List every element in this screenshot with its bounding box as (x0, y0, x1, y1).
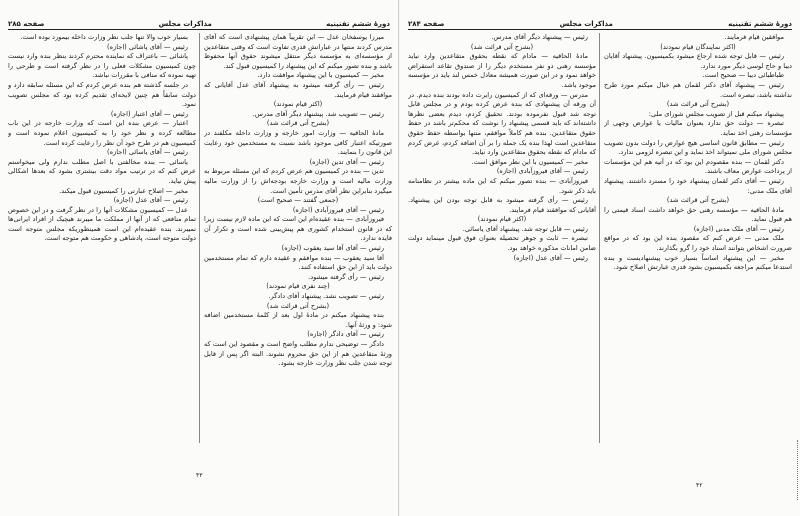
scan-edge (794, 440, 798, 500)
page-number: صفحه ۲۸۵ (8, 20, 45, 28)
paragraph: (بشرح آتی قرائت شد) (666, 100, 730, 109)
paragraph: مادهٔ الحاقیه — مؤسسه رهنی حق خواهد داشت اسناد قیمتی را هم قبول نماید. (604, 205, 792, 224)
left-page (0, 0, 399, 516)
paragraph: (اکثر قیام نمودند) (477, 215, 527, 224)
paragraph: دادگر — توضیحی ندارم مطلب واضح است و مقصود این است که ورثهٔ متقاعدین هم از این حق محروم نشوند. البته اگر پس از قابل توجه شدن جلب نظر وزارت خارجه بشود. (204, 340, 392, 368)
column-divider (199, 33, 200, 443)
text-column-left (408, 33, 596, 445)
paragraph: طباطبائی دیبا — صحیح است. (702, 71, 784, 80)
paragraph: (بشرح آتی قرائت شد) (266, 301, 330, 310)
paragraph: عدل — کمیسیون مشکلات آنها را در نظر گرفت و در این خصوص تمام منافعی که از آنها از مملکت ما میبرند هیچیک از افراد ایرانی‌ها نمیبرند. بنده عقیده‌ام این است همینطوریکه مجلس متوجه است دولت متوجه است، پادشاهی و حکومت هم متوجه است. (8, 205, 196, 243)
paragraph: رئیس — رأی گرفته میشود به پیشنهاد آقای عدل آقایانی که موافقند قیام فرمایند. (204, 80, 392, 99)
paragraph: مخبر — کمیسیون با این پیشنهاد موافقت دارد. (257, 71, 384, 80)
paragraph: رئیس — آقای اعتبار (اجازه) (110, 109, 188, 118)
paragraph: میرزا یوسفخان عدل — این تقریباً همان پیشنهادی است که آقای مدرس کردند منتها در عباراتش قدری تفاوت است که وقتی متقاعدین از مؤسسه‌ای به مؤسسه دیگر منتقل میشوند حقوق آنها محفوظ باشد و بنده تصور میکنم که این پیشنهاد را کمیسیون قبول کند. (204, 33, 392, 70)
paragraph: بسیار خوب والا تنها جلب نظر وزارت داخله بیمورد بوده است. (20, 33, 188, 41)
paragraph: رئیس — آقای یاسائی (اجازه) (107, 148, 188, 157)
page-header (8, 18, 390, 30)
paragraph: (اکثر قیام نمودند) (273, 100, 323, 109)
paragraph: رئیس — آقای فیروزآبادی (اجازه) (292, 205, 384, 214)
paragraph: مخبر — این پیشنهاد اساساً بسیار خوب پیشنهادیست و بنده استدعا میکنم مراجعه بکمیسیون بشود قدری عبارتش اصلاح شود. (604, 253, 792, 272)
paragraph: پیشنهاد میکنم قبل از تصویب مجلس شورای ملی: (648, 109, 784, 118)
footer-number: ۴۲ (696, 482, 703, 489)
paragraph: رئیس — آقای فیروزآبادی (اجازه) (496, 167, 588, 176)
paragraph: رئیس — آقای دادگر (اجازه) (307, 330, 384, 339)
paragraph: ملک مدنی — عرض کنم که مقصود بنده این بود که در مواقع ضرورت اشخاص بتوانند اسناد خود را گرو بگذارند. (604, 234, 792, 253)
paragraph: بنده پیشنهاد میکنم در مادهٔ اول بعد از کلمهٔ مستخدمین اضافه شود: و ورثهٔ آنها. (204, 311, 392, 329)
paragraph: رئیس — قابل توجه شده ارجاع میشود بکمیسیون. پیشنهاد آقایان دیبا و حاج لوسی دیگر مورد ندارد. (604, 52, 792, 70)
paragraph: (جمعی گفتند — صحیح است) (257, 196, 339, 205)
paragraph: فیروزآبادی — بنده عقیده‌ام این است که این ماده لازم نیست زیرا که در قانون استخدام کشوری هم پیش‌بینی شده است و تکرار آن فایده ندارد. (204, 215, 392, 243)
paragraph: رئیس — آقای آقا سید یعقوب (اجازه) (281, 244, 384, 253)
paragraph: مدرس — ورقه‌ای که از کمیسیون رایرت داده بودند بنده دیدم. در آن ورقه آن پیشنهادی که بنده عرض کرده بودم و در مجلس قابل توجه شد قبول نفرموده بودند. تحقیق کردم، دیدم بعضی نظرها داشته‌اند که باید قسمی پیشنهاد را نوشت که محکم‌تر باشد در حفظ حقوق متقاعدین. بنده هم کاملاً موافقم، منتها بواسطه حفظ حقوق متقاعدین است لهذا بنده یک جمله را بر آن اضافه کردم، عرض کردم که مادام که نقطه بحقوق متقاعدین وارد نیاید. (408, 90, 596, 157)
paragraph: رئیس — تصویب شد. پیشنهاد دیگر آقای مدرس. (252, 109, 384, 118)
paragraph: مادهٔ الحاقیه — مادام که نقطه بحقوق متقاعدین وارد نیاید مؤسسه رهنی دو نفر مستخدم دیگر را از صندوق تقاعد استقراض خواهد نمود و در این صورت همیشه معادل خمس لند باید در مؤسسه موجود باشد. (408, 52, 596, 89)
paragraph: تبصره — ثابت و جوهر تحصیله بعنوان فوق قبول مینماید دولت ضامن امانات مذکوره خواهد بود. (408, 234, 596, 253)
paragraph: رئیس — آقای ملک مدنی (اجازه) (693, 224, 784, 233)
header-title: مذاکرات مجلس (559, 20, 613, 28)
text-column-right (604, 33, 792, 445)
text-column-right (204, 33, 392, 445)
paragraph: اعتبار — عرض بنده این است که وزارت خارجه در این باب مطالعه کرده و نظر خود را به کمیسیون اعلام نموده است و کمیسیون هم در طرح خود آن نظر را رعایت کرده است. (8, 119, 196, 147)
paragraph: رئیس — آقای تدین (اجازه) (309, 157, 384, 166)
paragraph: رئیس — آقای پاشائی (اجازه) (107, 42, 188, 51)
paragraph: مخبر — اصلاح عبارتی را کمیسیون قبول میکند. (59, 186, 188, 195)
page-number: صفحه ۲۸۴ (408, 20, 445, 28)
paragraph: رئیس — تصویب نشد. پیشنهاد آقای دادگر. (268, 292, 384, 301)
paragraph: تدین — بنده در کمیسیون هم عرض کردم که این مسئله مربوط به وزارت مالیه است و وزارت خارجه بودجه‌اش را از وزارت مالیه میگیرد بنابراین نظر آقای مدرس تأمین است. (204, 167, 392, 195)
page-header (408, 18, 792, 30)
text-column-left (8, 33, 196, 445)
paragraph: پاشائی — باعتراف که نماینده محترم کردند بنظر بنده وارد نیست چون کمیسیون مشکلات فعلی را در نظر گرفته است و طرحی را تهیه نموده که منافی با مقررات نباشد. (8, 52, 196, 80)
right-page (400, 0, 800, 516)
footer-number: ۴۳ (196, 472, 203, 479)
paragraph: در جلسه گذشته هم بنده عرض کردم که این مسئله سابقه دارد و دولت سابقاً هم چنین لایحه‌ای تقدیم کرده بود که مجلس تصویب نمود. (8, 80, 196, 109)
column-divider (599, 33, 600, 443)
paragraph: یاسائی — بنده مخالفتی با اصل مطلب ندارم ولی میخواستم عرض کنم که در ترتیب مواد دقت بیشتری بشود که بعدها اشکالی پیش نیاید. (8, 157, 196, 185)
paragraph: مخبر — کمیسیون با این نظر موافق است. (471, 157, 588, 166)
paragraph: (بشرح آتی قرائت شد) (666, 196, 730, 205)
paragraph: آقا سید یعقوب — بنده موافقم و عقیده دارم که تمام مستخدمین دولت باید از این حق استفاده کنند. (204, 253, 392, 272)
header-title: مذاکرات مجلس (158, 20, 212, 28)
session-label: دورهٔ ششم تقنینیه (326, 20, 390, 28)
paragraph: (اکثر نمایندگان قیام نمودند) (660, 42, 736, 51)
paragraph: رئیس — آقای عدل (اجازه) (113, 196, 188, 205)
paragraph: تبصره — دولت حق ندارد بعنوان مالیات یا عوارض وجهی از مؤسسات رهنی اخذ نماید. (604, 119, 792, 137)
paragraph: فیروزآبادی — بنده تصور میکنم که این ماده بیشتر در نظامنامه باید ذکر شود. (408, 176, 596, 195)
paragraph: (چند نفری قیام نمودند) (266, 282, 330, 291)
paragraph: رئیس — مطابق قانون اساسی هیچ عوارض را دولت بدون تصویب مجلس شورای ملی نمیتواند اخذ نماید و این تبصره لزومی ندارد. (604, 138, 792, 157)
paragraph: رئیس — پیشنهاد آقای دکتر لقمان هم خیال میکنم مورد طرح نداشته باشد، تبصره است. (604, 80, 792, 99)
paragraph: مادهٔ الحاقیه — وزارت امور خارجه و وزارت داخله مکلفند در صورتیکه اعتبار کافی موجود باشد نسبت به مستخدمین خود رعایت این قانون را بنمایند. (204, 128, 392, 157)
paragraph: رئیس — آقای دکتر لقمان پیشنهاد خود را مسترد داشتند. پیشنهاد آقای ملک مدنی: (604, 176, 792, 195)
paragraph: (بشرح آتی قرائت شد) (266, 119, 330, 128)
session-label: دورهٔ ششم تقنینیه (728, 20, 792, 28)
paragraph: موافقین قیام فرمایند. (724, 33, 784, 41)
paragraph: رئیس — پیشنهاد دیگر آقای مدرس. (491, 33, 588, 41)
paragraph: رئیس — قابل توجه شد. پیشنهاد آقای یاسائی. (462, 224, 588, 233)
paragraph: رئیس — رأی گرفته میشود. (308, 272, 384, 281)
paragraph: رئیس — آقای عدل (اجازه) (513, 253, 588, 262)
paragraph: (بشرح آتی قرائت شد) (470, 42, 534, 51)
paragraph: رئیس — رأی گرفته میشود به قابل توجه بودن این پیشنهاد. آقایانی که موافقند قیام فرمایند. (408, 196, 596, 214)
paragraph: دکتر لقمان — بنده مقصودم این بود که در آتیه هم این مؤسسات از پرداخت عوارض معاف باشند. (604, 157, 792, 176)
